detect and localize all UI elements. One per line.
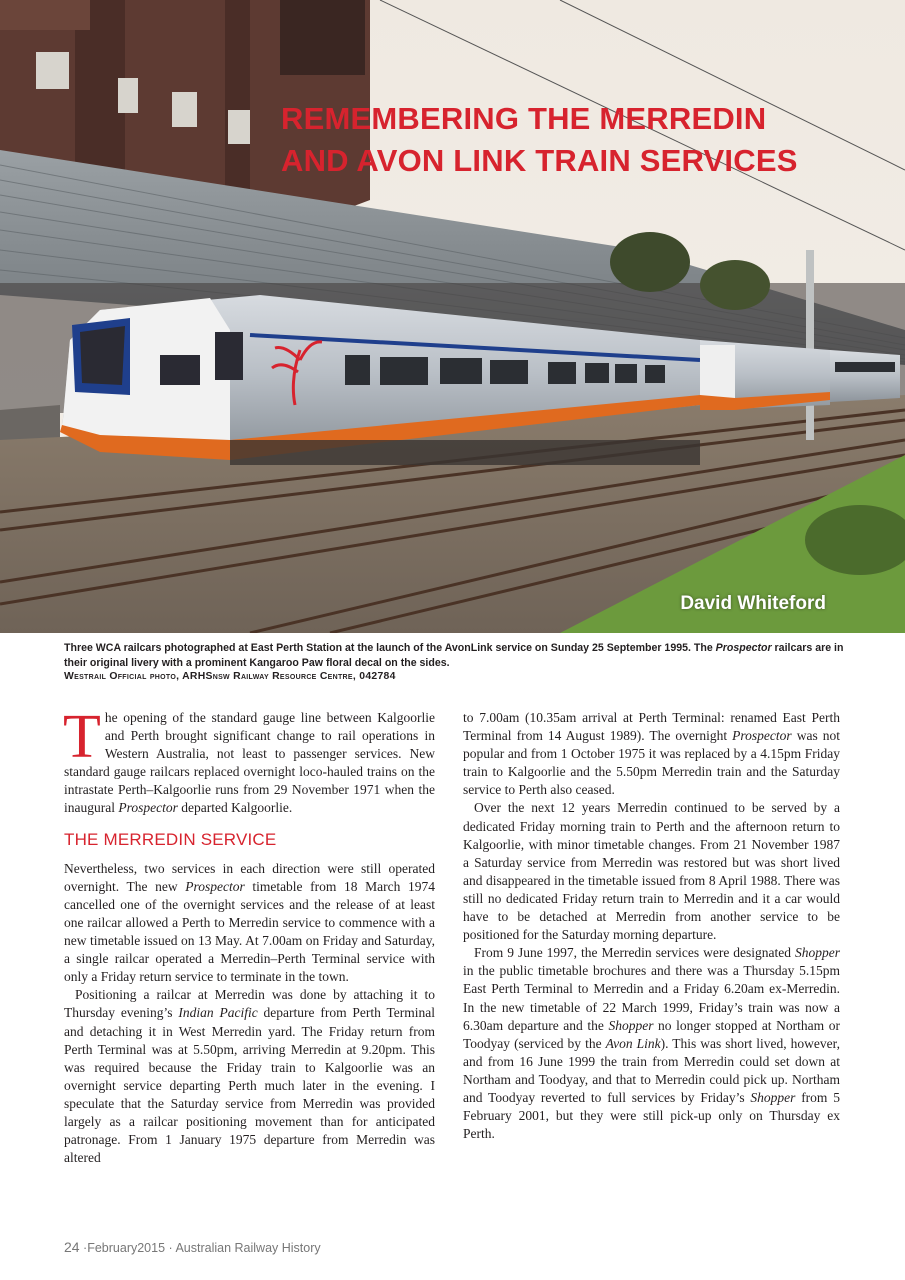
paragraph-text: Positioning a railcar at Merredin was done by attaching it to Thursday evening’s xyxy=(64,987,435,1021)
paragraph-text: From 9 June 1997, the Merredin services were designated xyxy=(474,945,795,961)
caption-text-part: railcars are in their original livery with a prominent Kangaroo Paw floral decal on the sides. xyxy=(64,642,844,669)
paragraph-text: in the public timetable brochures and there was a Thursday 5.15pm East Perth Terminal to Merredin and a Friday 6.20am ex-Merredin. In the new timetable of 22 March 1999, Friday’s train was now a 6.30am departure and the xyxy=(463,963,840,1033)
page-number: 24 xyxy=(64,1239,80,1255)
hero-photo xyxy=(0,0,905,633)
railcar-photo-illustration xyxy=(0,0,905,633)
paragraph-text: departed Kalgoorlie. xyxy=(177,800,293,816)
body-paragraph xyxy=(63,703,435,818)
article-title xyxy=(281,98,798,182)
body-paragraph xyxy=(64,860,435,987)
body-paragraph xyxy=(463,944,840,1143)
issue-info: ·February2015 · Australian Railway History xyxy=(79,1241,321,1255)
photo-caption xyxy=(64,641,844,685)
article-title-line-2: AND AVON LINK TRAIN SERVICES xyxy=(281,143,798,178)
train-name: Indian Pacific xyxy=(178,1005,258,1021)
paragraph-text: to 7.00am (10.35am arrival at Perth Terminal: renamed East Perth Terminal from 14 August 1989). The overnight xyxy=(463,710,840,744)
paragraph-text: he opening of the standard gauge line between Kalgoorlie and Perth brought significant change to rail operations in Western Australia, not least to passenger services. New standard gauge railcars replaced overnight loco-hauled trains on the intrastate Perth–Kalgoorlie runs from 29 November 1971 when the inaugural xyxy=(64,710,435,816)
paragraph-text: ). This was short lived, however, and from 16 June 1999 the train from Merredin could set down at Northam and Toodyay, and that to Merredin could pick up. Northam and Toodyay reverted to full services by Friday’s xyxy=(463,1035,840,1105)
body-paragraph: Over the next 12 years Merredin continued to be served by a dedicated Friday morning train to Perth and the afternoon return to Kalgoorlie, with minor timetable changes. From 21 November 1987 a Saturday service from Merredin was restored but was short lived and disappeared in the timetable issued from 8 April 1988. There was still no dedicated Friday return train to Merredin and it a car would have to be detached at Merredin from another service to be positioned for the Saturday morning departure. xyxy=(463,800,840,943)
train-name: Avon Link xyxy=(605,1035,661,1051)
paragraph-text: departure from Perth Terminal and detaching it in West Merredin yard. The Friday return from Perth Terminal was at 5.50pm, arriving Merredin at 9.20pm. This was required because the Friday train to Kalgoorlie was an overnight service departing Perth much later in the evening. I speculate that the Saturday service from Merredin was provided largely as a railcar positioning movement than for anticipated patronage. From 1 January 1975 departure from Merredin was altered xyxy=(64,1005,436,1166)
paragraph-text: no longer stopped at Northam or Toodyay (serviced by the xyxy=(463,1017,840,1051)
section-heading: THE MERREDIN SERVICE xyxy=(64,829,277,849)
train-name: Prospector xyxy=(732,728,792,744)
article-column-right xyxy=(463,709,840,1143)
train-name: Prospector xyxy=(185,878,245,894)
paragraph-text: from 5 February 2001, but they were still pick-up only on Thursday ex Perth. xyxy=(463,1089,840,1142)
caption-italic-term: Prospector xyxy=(715,642,772,654)
train-name: Prospector xyxy=(118,800,178,816)
paragraph-text: was not popular and from 1 October 1975 it was replaced by a 4.15pm Friday train to Kalgoorlie and the 5.50pm Merredin train and the Saturday service to Perth also ceased. xyxy=(463,728,840,798)
train-name: Shopper xyxy=(608,1017,654,1033)
drop-cap: T xyxy=(63,703,101,771)
article-column-left xyxy=(63,703,436,1167)
train-name: Shopper xyxy=(750,1089,796,1105)
paragraph-text: timetable from 18 March 1974 cancelled one of the overnight services and the release of at least one railcar allowed a Perth to Merredin service to commence with a new timetable issued on 13 May. At 7.00am on Friday and Saturday, a single railcar operated a Merredin–Perth Terminal service with only a Friday return service to terminate in the town. xyxy=(64,878,435,985)
body-paragraph xyxy=(463,709,840,799)
photo-credit: Westrail Official photo, ARHSnsw Railway Resource Centre, 042784 xyxy=(64,671,396,682)
article-title-line-1: REMEMBERING THE MERREDIN xyxy=(281,101,767,136)
body-paragraph xyxy=(64,986,435,1167)
caption-text-part: Three WCA railcars photographed at East Perth Station at the launch of the AvonLink service on Sunday 25 September 1995. The xyxy=(64,642,716,654)
train-name: Shopper xyxy=(795,945,840,961)
author-byline: David Whiteford xyxy=(680,593,826,614)
caption-text xyxy=(64,641,844,670)
page-footer xyxy=(64,1239,321,1255)
paragraph-text: Nevertheless, two services in each direction were still operated overnight. The new xyxy=(64,860,435,894)
